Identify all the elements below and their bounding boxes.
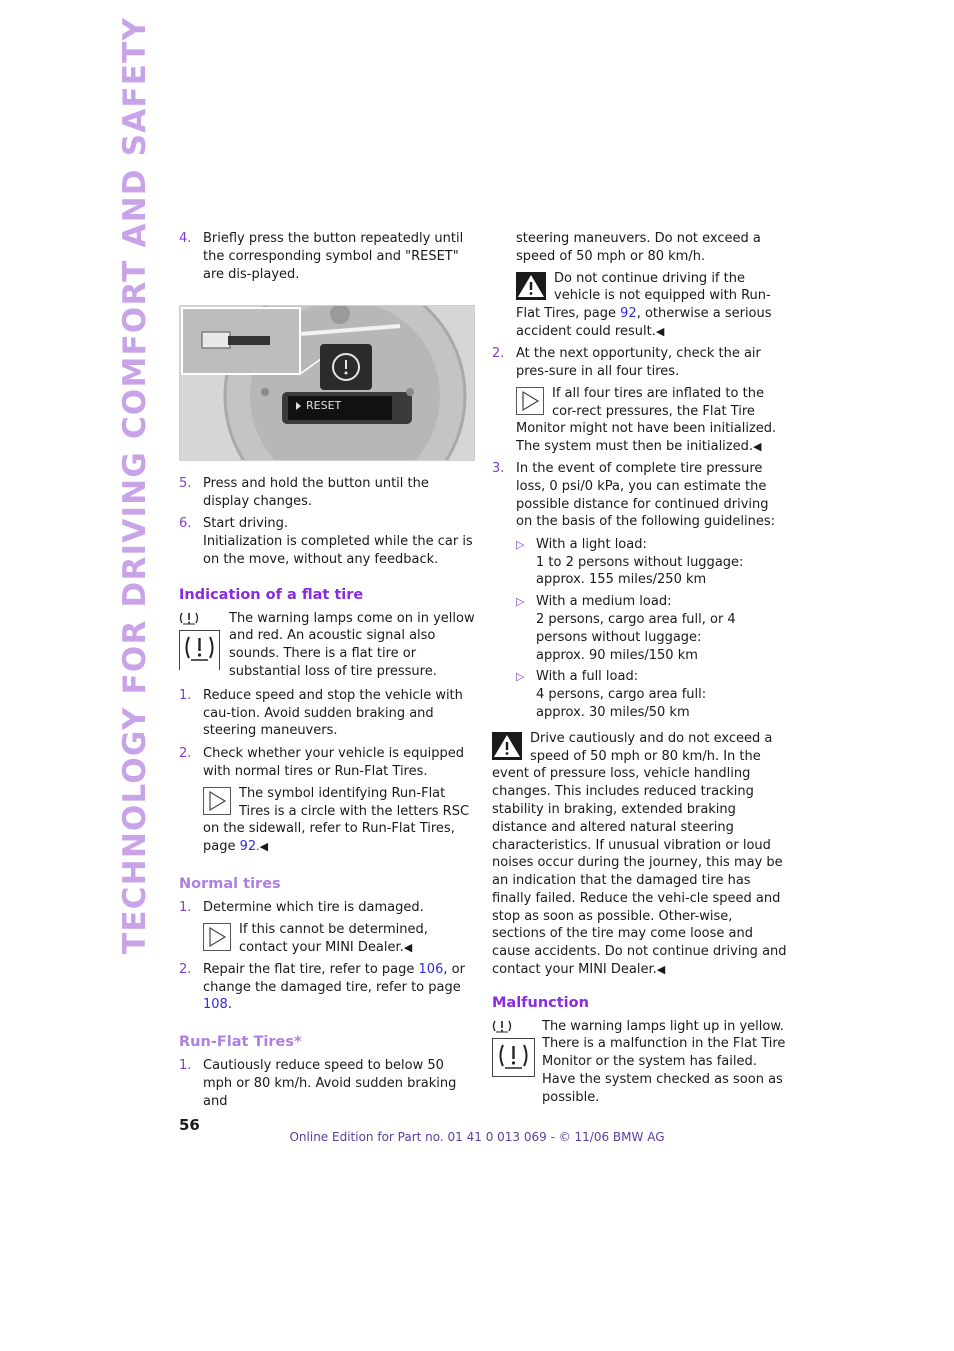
step-text: In the event of complete tire pressure loss, 0 psi/0 kPa, you can estimate the possible distance for continued driving on the basis of the following guidelines:: [516, 461, 775, 530]
instrument-cluster-illustration: [180, 306, 474, 460]
load-full: ▷ With a full load: 4 persons, cargo area full: approx. 30 miles/50 km: [516, 669, 707, 720]
note-triangle-icon: [516, 387, 544, 415]
note-triangle-icon: [203, 787, 231, 815]
step-5: [179, 475, 475, 511]
malfunction-lamp-text: The warning lamps light up in yellow. There is a malfunction in the Flat Tire Monitor or the system has failed. Have the system checked as soon as possible.: [542, 1018, 786, 1105]
heading-normal-tires: Normal tires: [179, 876, 281, 893]
instrument-cluster-figure: [179, 305, 475, 461]
step-text: Cautiously reduce speed to below 50 mph or 80 km/h. Avoid sudden braking and: [203, 1057, 457, 1109]
run-step-3: [492, 460, 788, 531]
warning-runflat-note: Do not continue driving if the vehicle is not equipped with Run-Flat Tires, page 92, otherwise a serious accident could result.◀: [516, 270, 772, 339]
run-step-1-continued: steering maneuvers. Do not exceed a speed of 50 mph or 80 km/h.: [516, 231, 761, 264]
warning-drive-cautiously: Drive cautiously and do not exceed a speed of 50 mph or 80 km/h. In the event of pressure loss, vehicle handling changes. This includes reduced tracking stability in braking, extended braking distance and altered natural steering characteristics. If unusual vibration or loud noises occur during the journey, this may be an indication that the damaged tire has finally failed. Reduce the vehi-cle speed and stop as soon as possible. Other-wise, sections of the tire may come loose and cause accidents. Do not continue driving and contact your MINI Dealer.◀: [492, 730, 787, 978]
page-link-92[interactable]: 92: [620, 306, 637, 322]
page-link-92[interactable]: 92: [239, 839, 257, 855]
step-number: 3.: [492, 461, 505, 477]
bullet-arrow-icon: ▷: [516, 537, 525, 551]
warning-triangle-icon: [516, 272, 546, 300]
heading-indication-flat-tire: Indication of a flat tire: [179, 586, 364, 603]
warning-triangle-icon: [492, 732, 522, 760]
step-number: 1.: [179, 899, 192, 915]
step-4: [179, 230, 475, 283]
run-step-1: [179, 1057, 475, 1110]
dealer-note: If this cannot be determined, contact your MINI Dealer.◀: [203, 921, 475, 957]
load-medium: ▷ With a medium load: 2 persons, cargo area full, or 4 persons without luggage: approx. 90 miles/150 km: [516, 594, 736, 663]
tire-malfunction-lamp-icon: [492, 1018, 536, 1078]
normal-step-1: [179, 899, 475, 917]
step-text: Check whether your vehicle is equipped with normal tires or Run-Flat Tires.: [203, 745, 464, 779]
side-title: TECHNOLOGY FOR DRIVING COMFORT AND SAFETY: [117, 16, 153, 954]
page-link-106[interactable]: 106: [418, 961, 444, 977]
column-left: [179, 230, 475, 1115]
bullet-arrow-icon: ▷: [516, 595, 525, 609]
step-number: 2.: [492, 345, 505, 361]
note-triangle-icon: [203, 923, 231, 951]
load-light: ▷ With a light load: 1 to 2 persons without luggage: approx. 155 miles/250 km: [516, 536, 744, 588]
step-text-detail: Initialization is completed while the car is on the move, without any feedback.: [203, 534, 473, 568]
step-number: 1.: [179, 1057, 192, 1073]
step-number: 6.: [179, 516, 192, 532]
reset-display-label: RESET: [306, 399, 342, 413]
flat-step-2: [179, 745, 475, 781]
heading-run-flat-tires: Run-Flat Tires*: [179, 1034, 302, 1051]
flat-tire-lamps: [179, 610, 475, 681]
tire-warning-lamp-icon: [179, 610, 221, 670]
initialize-note: If all four tires are inflated to the cor-rect pressures, the Flat Tire Monitor might not have been initialized. The system must then be initialized.◀: [516, 385, 777, 455]
normal-step-2: 2. Repair the flat tire, refer to page 106, or change the damaged tire, refer to page 108.: [179, 961, 465, 1013]
column-right: [492, 230, 788, 1107]
step-text: Start driving.: [203, 516, 289, 532]
step-number: 1.: [179, 687, 192, 703]
page-number: 56: [179, 1116, 200, 1134]
step-number: 2.: [179, 961, 192, 977]
step-text: Press and hold the button until the display changes.: [203, 476, 429, 510]
footer: Online Edition for Part no. 01 41 0 013 069 - © 11/06 BMW AG: [289, 1130, 665, 1144]
flat-step-1: [179, 687, 475, 740]
step-6: [179, 515, 475, 568]
rsc-note: The symbol identifying Run-Flat Tires is a circle with the letters RSC on the sidewall, refer to Run-Flat Tires, page 92.◀: [203, 785, 470, 855]
bullet-arrow-icon: ▷: [516, 670, 525, 684]
run-step-2: [492, 345, 788, 381]
step-text: Determine which tire is damaged.: [203, 899, 424, 915]
step-text: At the next opportunity, check the air pres-sure in all four tires.: [516, 345, 761, 379]
step-number: 4.: [179, 231, 192, 246]
step-number: 2.: [179, 745, 192, 761]
heading-malfunction: Malfunction: [492, 994, 589, 1011]
step-number: 5.: [179, 476, 192, 492]
step-text: Reduce speed and stop the vehicle with cau-tion. Avoid sudden braking and steering maneuvers.: [203, 687, 463, 739]
step-text: Briefly press the button repeatedly until the corresponding symbol and "RESET" are dis-played.: [203, 231, 464, 282]
malfunction-lamps: [492, 1018, 788, 1107]
flat-tire-lamp-text: The warning lamps come on in yellow and red. An acoustic signal also sounds. There is a flat tire or substantial loss of tire pressure.: [229, 610, 475, 680]
page-link-108[interactable]: 108: [203, 997, 228, 1013]
